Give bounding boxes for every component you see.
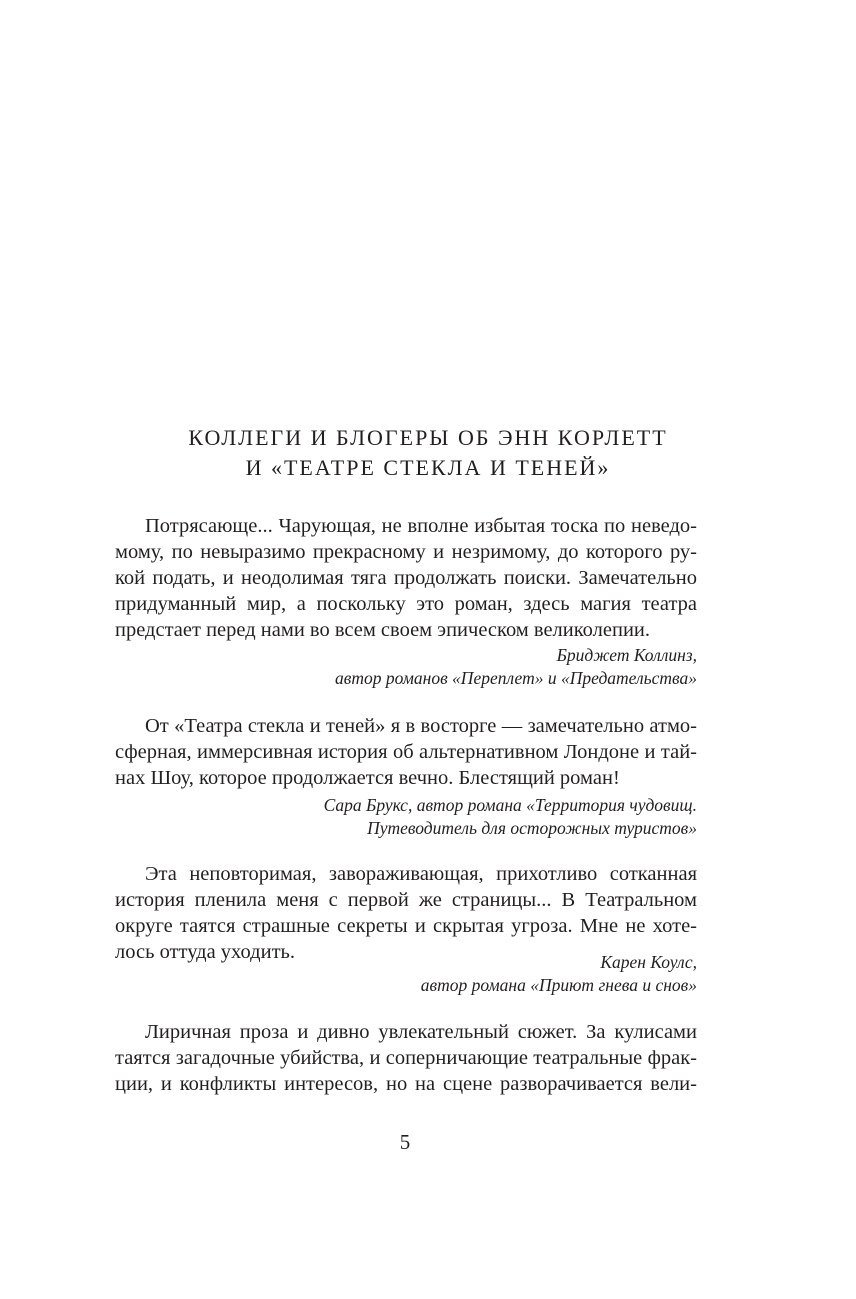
review-3-line-3: округе таятся страшные секреты и скрытая угроза. Мне не хоте- xyxy=(115,915,697,937)
section-title-line-2: И «ТЕАТРЕ СТЕКЛА И ТЕНЕЙ» xyxy=(245,455,611,480)
review-1-line-3: кой подать, и неодолимая тяга продолжать поиски. Замечательно xyxy=(115,567,697,589)
review-2-author-works: Путеводитель для осторожных туристов» xyxy=(367,818,697,838)
review-3-author-works: автор романа «Приют гнева и снов» xyxy=(420,975,697,995)
review-1-author-works: автор романов «Переплет» и «Предательства» xyxy=(335,668,697,688)
review-1-line-2: мому, по невыразимо прекрасному и незримому, до которого ру- xyxy=(115,541,697,563)
review-2-line-2: сферная, иммерсивная история об альтернативном Лондоне и тай- xyxy=(115,741,697,763)
review-4-line-2: таятся загадочные убийства, и соперничающие театральные фрак- xyxy=(115,1047,697,1069)
page-number: 5 xyxy=(399,1130,411,1154)
review-3-author: Карен Коулс, xyxy=(600,952,697,972)
review-1-line-4: придуманный мир, а поскольку это роман, здесь магия театра xyxy=(115,593,697,615)
review-3-line-2: история пленила меня с первой же страницы... В Театральном xyxy=(115,889,697,911)
review-2-line-3: нах Шоу, которое продолжается вечно. Блестящий роман! xyxy=(115,767,620,789)
review-4-line-1: Лиричная проза и дивно увлекательный сюжет. За кулисами xyxy=(145,1021,697,1043)
section-title-line-1: КОЛЛЕГИ И БЛОГЕРЫ ОБ ЭНН КОРЛЕТТ xyxy=(188,425,668,450)
review-3-line-1: Эта неповторимая, завораживающая, прихотливо сотканная xyxy=(145,863,697,885)
review-2-author: Сара Брукс, автор романа «Территория чудовищ. xyxy=(323,795,697,815)
review-1-line-1: Потрясающе... Чарующая, не вполне избытая тоска по неведо- xyxy=(145,515,697,537)
review-4-line-3: ции, и конфликты интересов, но на сцене разворачивается вели- xyxy=(115,1073,697,1095)
review-3-line-4: лось оттуда уходить. xyxy=(115,941,296,963)
review-1-line-5: предстает перед нами во всем своем эпическом великолепии. xyxy=(115,619,651,641)
review-1-author: Бриджет Коллинз, xyxy=(556,645,697,665)
review-2-line-1: От «Театра стекла и теней» я в восторге — замечательно атмо- xyxy=(145,715,697,737)
